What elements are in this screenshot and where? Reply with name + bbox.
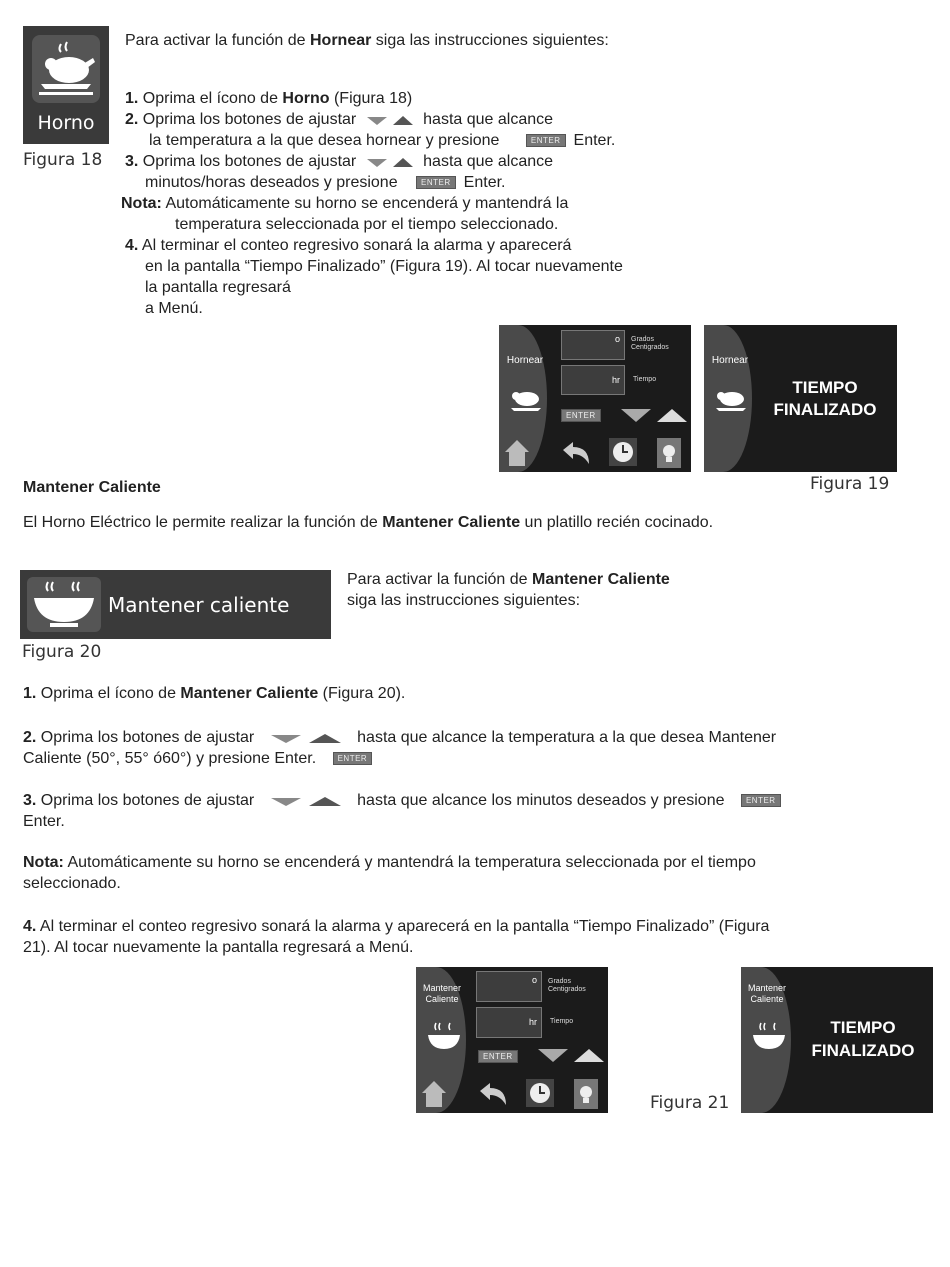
roast-chicken-icon	[712, 385, 750, 415]
mantener-nota: Nota: Automáticamente su horno se encenderá y mantendrá la temperatura seleccionada por el tiempo seleccionado.	[23, 854, 756, 892]
roast-chicken-icon	[31, 34, 101, 104]
figure-19-caption: Figura 19	[810, 474, 890, 494]
step-3: 3. Oprima los botones de ajustar hasta que alcance	[125, 153, 554, 170]
enter-button[interactable]: ENTER	[478, 1050, 518, 1063]
enter-button-icon: ENTER	[526, 134, 566, 147]
oven-screen-mantener: Mantener Caliente o Grados Centigrados hr Tiempo ENTER	[416, 967, 608, 1113]
light-icon[interactable]	[576, 1082, 596, 1106]
oven-screen-tiempo-finalizado[interactable]: Hornear TIEMPO FINALIZADO	[704, 325, 897, 472]
oven-screen-hornear: Hornear o Grados Centigrados hr Tiempo ENTER	[499, 325, 691, 472]
step-4: 4. Al terminar el conteo regresivo sonará la alarma y aparecerá	[125, 237, 572, 254]
mantener-caliente-label: Mantener caliente	[108, 593, 290, 617]
screen-side-label: Hornear	[506, 355, 544, 366]
mantener-step-1: 1. Oprima el ícono de Mantener Caliente (Figura 20).	[23, 685, 406, 702]
temperature-field[interactable]: o	[476, 971, 542, 1002]
figure-21-caption: Figura 21	[650, 1093, 730, 1113]
light-icon[interactable]	[659, 441, 679, 465]
intro-hornear: Para activar la función de Hornear siga las instrucciones siguientes:	[125, 32, 609, 49]
adjust-arrows-icon	[269, 732, 343, 744]
nota: Nota: Automáticamente su horno se encenderá y mantendrá la	[121, 195, 569, 212]
steaming-bowl-icon	[26, 576, 102, 633]
temperature-field[interactable]: o	[561, 330, 625, 360]
screen-side-label: Hornear	[711, 355, 749, 366]
steaming-bowl-icon	[751, 1021, 787, 1055]
section-description: El Horno Eléctrico le permite realizar la función de Mantener Caliente un platillo recién cocinado.	[23, 514, 714, 531]
back-arrow-icon[interactable]	[478, 1083, 508, 1107]
hornear-steps: 1. Oprima el ícono de Horno (Figura 18) 2. Oprima los botones de ajustar hasta que alcance la temperatura a la que desea hornear y presione ENTER Enter. 3. Oprima los botones de ajustar hasta que alcance minutos/horas deseados y presione ENTER Enter. Nota: Automáticamente su horno se encenderá y mantendrá la temperatura seleccionada por el tiempo seleccionado. 4. Al terminar el conteo regresivo sonará la alarma y aparecerá en la pantalla “Tiempo Finalizado” (Figura 19). Al tocar nuevamente la pantalla regresará a Menú.	[125, 88, 725, 319]
adjust-arrows-icon[interactable]	[536, 1047, 606, 1063]
enter-button[interactable]: ENTER	[561, 409, 601, 422]
figure-18-caption: Figura 18	[23, 150, 103, 170]
mantener-step-2: 2. Oprima los botones de ajustar hasta que alcance la temperatura a la que desea Mantener Caliente (50°, 55° ó60°) y presione Enter. ENTER	[23, 729, 777, 767]
mantener-caliente-tile[interactable]	[20, 570, 331, 639]
adjust-arrows-icon	[365, 156, 415, 168]
enter-button-icon: ENTER	[416, 176, 456, 189]
clock-icon[interactable]	[528, 1081, 552, 1105]
intro-mantener: Para activar la función de Mantener Caliente siga las instrucciones siguientes:	[347, 571, 670, 609]
home-icon[interactable]	[503, 438, 531, 468]
enter-button-icon: ENTER	[333, 752, 373, 765]
section-title-mantener: Mantener Caliente	[23, 479, 161, 496]
time-field[interactable]: hr	[476, 1007, 542, 1038]
steaming-bowl-icon	[426, 1021, 462, 1055]
step-1: 1. Oprima el ícono de Horno (Figura 18)	[125, 90, 413, 107]
home-icon[interactable]	[420, 1079, 448, 1109]
mantener-step-3: 3. Oprima los botones de ajustar hasta que alcance los minutos deseados y presione ENTER Enter.	[23, 790, 933, 832]
adjust-arrows-icon	[365, 114, 415, 126]
horno-icon-tile[interactable]	[23, 26, 109, 144]
clock-icon[interactable]	[611, 440, 635, 464]
time-field[interactable]: hr	[561, 365, 625, 395]
oven-screen-tiempo-finalizado-2[interactable]: Mantener Caliente TIEMPO FINALIZADO	[741, 967, 933, 1113]
enter-button-icon: ENTER	[741, 794, 781, 807]
roast-chicken-icon	[507, 385, 545, 415]
step-2: 2. Oprima los botones de ajustar hasta que alcance	[125, 111, 554, 128]
back-arrow-icon[interactable]	[561, 442, 591, 466]
mantener-step-4: 4. Al terminar el conteo regresivo sonará la alarma y aparecerá en la pantalla “Tiempo Finalizado” (Figura 21). Al tocar nuevamente la pantalla regresará a Menú.	[23, 918, 770, 956]
figure-20-caption: Figura 20	[22, 642, 102, 662]
adjust-arrows-icon[interactable]	[619, 407, 689, 423]
horno-icon-label: Horno	[37, 112, 95, 134]
adjust-arrows-icon	[269, 795, 343, 807]
